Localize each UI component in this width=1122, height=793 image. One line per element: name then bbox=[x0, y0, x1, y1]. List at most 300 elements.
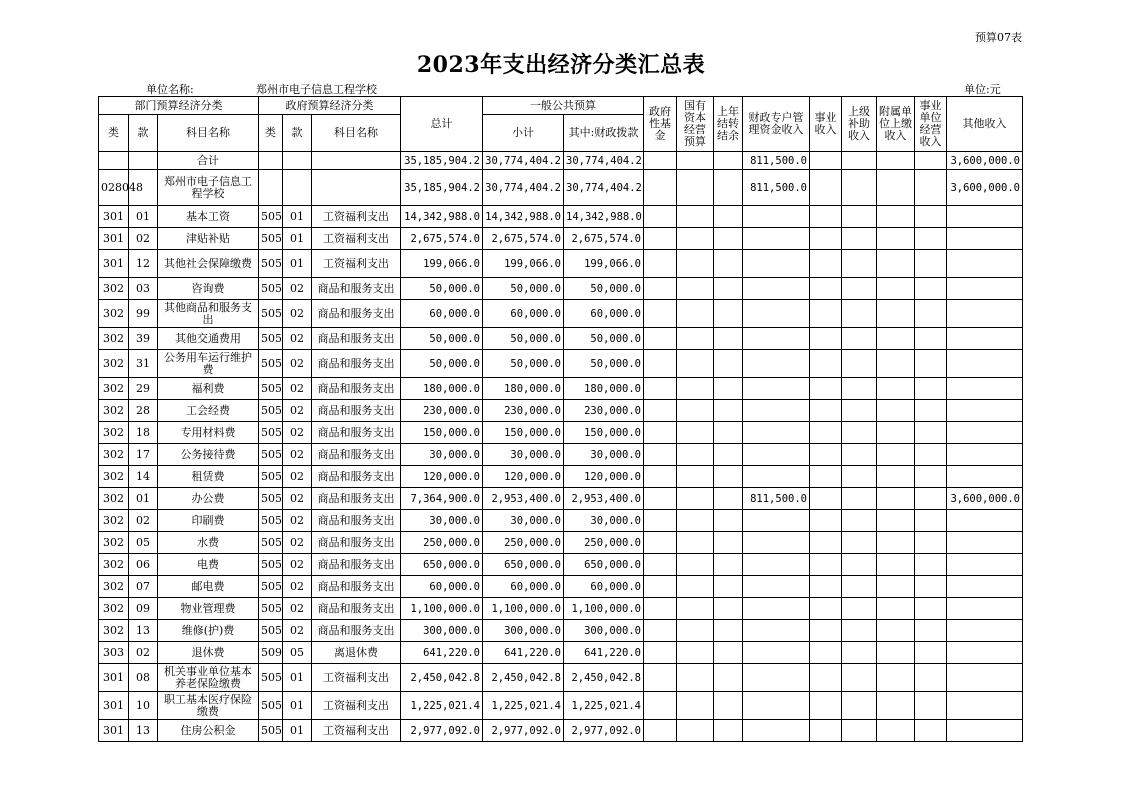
dept-kuan-cell: 02 bbox=[129, 510, 158, 532]
special-account-cell bbox=[743, 720, 810, 742]
state-capital-cell bbox=[677, 278, 714, 300]
gov-fund-cell bbox=[644, 620, 677, 642]
superior-subsidy-cell bbox=[842, 532, 877, 554]
fiscal-allocation-cell: 650,000.0 bbox=[564, 554, 644, 576]
gov-fund-cell bbox=[644, 250, 677, 278]
state-capital-cell bbox=[677, 510, 714, 532]
dept-lei-cell bbox=[99, 152, 129, 170]
total-cell: 1,100,000.0 bbox=[401, 598, 483, 620]
business-operation-header: 事业单位经营收入 bbox=[915, 97, 947, 152]
other-income-cell bbox=[947, 466, 1023, 488]
other-income-cell: 3,600,000.0 bbox=[947, 152, 1023, 170]
superior-subsidy-cell bbox=[842, 400, 877, 422]
gov-kuan-cell bbox=[283, 152, 312, 170]
state-capital-cell bbox=[677, 170, 714, 206]
business-income-cell bbox=[810, 692, 842, 720]
prev-year-cell bbox=[714, 278, 743, 300]
business-income-cell bbox=[810, 378, 842, 400]
special-account-cell bbox=[743, 642, 810, 664]
dept-kuan-cell: 18 bbox=[129, 422, 158, 444]
fiscal-allocation-header: 其中:财政拨款 bbox=[564, 115, 644, 152]
fiscal-allocation-cell: 2,953,400.0 bbox=[564, 488, 644, 510]
gov-kuan-cell: 01 bbox=[283, 720, 312, 742]
state-capital-cell bbox=[677, 444, 714, 466]
gov-fund-cell bbox=[644, 664, 677, 692]
subtotal-header: 小计 bbox=[483, 115, 564, 152]
total-cell: 650,000.0 bbox=[401, 554, 483, 576]
subtotal-cell: 2,675,574.0 bbox=[483, 228, 564, 250]
dept-subject-name-cell: 其他交通费用 bbox=[158, 328, 259, 350]
business-operation-cell bbox=[915, 444, 947, 466]
gov-subject-name-header: 科目名称 bbox=[312, 115, 401, 152]
gov-lei-cell: 505 bbox=[259, 278, 283, 300]
fiscal-allocation-cell: 250,000.0 bbox=[564, 532, 644, 554]
special-account-cell bbox=[743, 444, 810, 466]
special-account-cell bbox=[743, 422, 810, 444]
total-cell: 150,000.0 bbox=[401, 422, 483, 444]
total-header: 总计 bbox=[401, 97, 483, 152]
gov-kuan-cell: 02 bbox=[283, 510, 312, 532]
other-income-cell bbox=[947, 510, 1023, 532]
special-account-cell bbox=[743, 466, 810, 488]
total-cell: 14,342,988.0 bbox=[401, 206, 483, 228]
superior-subsidy-cell bbox=[842, 642, 877, 664]
gov-fund-cell bbox=[644, 554, 677, 576]
subtotal-cell: 230,000.0 bbox=[483, 400, 564, 422]
dept-lei-cell: 301 bbox=[99, 206, 129, 228]
total-cell: 50,000.0 bbox=[401, 328, 483, 350]
special-account-cell bbox=[743, 328, 810, 350]
table-row bbox=[99, 170, 1023, 206]
subtotal-cell: 60,000.0 bbox=[483, 300, 564, 328]
state-capital-cell bbox=[677, 400, 714, 422]
affiliated-unit-header: 附属单位上缴收入 bbox=[877, 97, 915, 152]
special-account-cell bbox=[743, 576, 810, 598]
dept-subject-name-cell: 郑州市电子信息工程学校 bbox=[158, 170, 259, 206]
business-income-cell bbox=[810, 510, 842, 532]
total-cell: 641,220.0 bbox=[401, 642, 483, 664]
business-income-header: 事业收入 bbox=[810, 97, 842, 152]
business-operation-cell bbox=[915, 664, 947, 692]
dept-lei-cell: 028048 bbox=[99, 170, 129, 206]
gov-subject-name-cell: 工资福利支出 bbox=[312, 228, 401, 250]
dept-lei-cell: 302 bbox=[99, 488, 129, 510]
gov-kuan-cell: 01 bbox=[283, 692, 312, 720]
table-row bbox=[99, 532, 1023, 554]
dept-kuan-cell bbox=[129, 152, 158, 170]
business-operation-cell bbox=[915, 300, 947, 328]
fiscal-allocation-cell: 60,000.0 bbox=[564, 300, 644, 328]
subtotal-cell: 180,000.0 bbox=[483, 378, 564, 400]
dept-kuan-cell: 02 bbox=[129, 642, 158, 664]
superior-subsidy-cell bbox=[842, 328, 877, 350]
gov-lei-cell: 505 bbox=[259, 378, 283, 400]
prev-year-cell bbox=[714, 170, 743, 206]
affiliated-unit-cell bbox=[877, 422, 915, 444]
unit-name-label: 单位名称: bbox=[146, 83, 194, 96]
gov-kuan-cell: 02 bbox=[283, 620, 312, 642]
gov-subject-name-cell: 商品和服务支出 bbox=[312, 554, 401, 576]
gov-lei-cell: 505 bbox=[259, 664, 283, 692]
dept-subject-name-cell: 津贴补贴 bbox=[158, 228, 259, 250]
dept-lei-header: 类 bbox=[99, 115, 129, 152]
superior-subsidy-cell bbox=[842, 554, 877, 576]
table-row bbox=[99, 576, 1023, 598]
total-cell: 180,000.0 bbox=[401, 378, 483, 400]
gov-kuan-cell: 02 bbox=[283, 422, 312, 444]
table-row bbox=[99, 250, 1023, 278]
total-cell: 2,675,574.0 bbox=[401, 228, 483, 250]
gov-subject-name-cell: 工资福利支出 bbox=[312, 250, 401, 278]
prev-year-cell bbox=[714, 350, 743, 378]
fiscal-allocation-cell: 230,000.0 bbox=[564, 400, 644, 422]
state-capital-cell bbox=[677, 466, 714, 488]
business-income-cell bbox=[810, 576, 842, 598]
superior-subsidy-header: 上级补助收入 bbox=[842, 97, 877, 152]
other-income-cell bbox=[947, 576, 1023, 598]
other-income-cell bbox=[947, 206, 1023, 228]
gov-fund-cell bbox=[644, 228, 677, 250]
gov-fund-cell bbox=[644, 444, 677, 466]
fiscal-allocation-cell: 1,225,021.4 bbox=[564, 692, 644, 720]
gov-lei-cell: 505 bbox=[259, 400, 283, 422]
gov-kuan-cell: 02 bbox=[283, 532, 312, 554]
business-operation-cell bbox=[915, 170, 947, 206]
superior-subsidy-cell bbox=[842, 250, 877, 278]
business-operation-cell bbox=[915, 228, 947, 250]
other-income-cell bbox=[947, 228, 1023, 250]
dept-lei-cell: 301 bbox=[99, 228, 129, 250]
gov-subject-name-cell: 商品和服务支出 bbox=[312, 278, 401, 300]
fiscal-allocation-cell: 50,000.0 bbox=[564, 328, 644, 350]
superior-subsidy-cell bbox=[842, 378, 877, 400]
prev-year-header: 上年结转结余 bbox=[714, 97, 743, 152]
fiscal-allocation-cell: 14,342,988.0 bbox=[564, 206, 644, 228]
gov-kuan-cell: 05 bbox=[283, 642, 312, 664]
dept-econ-class-header: 部门预算经济分类 bbox=[99, 97, 259, 115]
special-account-cell: 811,500.0 bbox=[743, 152, 810, 170]
prev-year-cell bbox=[714, 692, 743, 720]
gov-kuan-cell: 02 bbox=[283, 444, 312, 466]
gov-subject-name-cell: 商品和服务支出 bbox=[312, 532, 401, 554]
special-account-cell: 811,500.0 bbox=[743, 170, 810, 206]
total-cell: 230,000.0 bbox=[401, 400, 483, 422]
prev-year-cell bbox=[714, 206, 743, 228]
dept-subject-name-header: 科目名称 bbox=[158, 115, 259, 152]
superior-subsidy-cell bbox=[842, 466, 877, 488]
dept-kuan-cell: 03 bbox=[129, 278, 158, 300]
subtotal-cell: 2,953,400.0 bbox=[483, 488, 564, 510]
prev-year-cell bbox=[714, 300, 743, 328]
dept-kuan-cell: 12 bbox=[129, 250, 158, 278]
gov-lei-cell: 505 bbox=[259, 444, 283, 466]
total-cell: 30,000.0 bbox=[401, 510, 483, 532]
dept-kuan-cell: 01 bbox=[129, 488, 158, 510]
special-account-cell bbox=[743, 620, 810, 642]
prev-year-cell bbox=[714, 664, 743, 692]
affiliated-unit-cell bbox=[877, 444, 915, 466]
dept-subject-name-cell: 租赁费 bbox=[158, 466, 259, 488]
state-capital-cell bbox=[677, 642, 714, 664]
gov-lei-cell: 505 bbox=[259, 300, 283, 328]
business-income-cell bbox=[810, 206, 842, 228]
gov-lei-cell: 505 bbox=[259, 350, 283, 378]
other-income-cell bbox=[947, 532, 1023, 554]
other-income-cell bbox=[947, 278, 1023, 300]
gov-subject-name-cell: 离退休费 bbox=[312, 642, 401, 664]
dept-kuan-cell: 02 bbox=[129, 228, 158, 250]
business-income-cell bbox=[810, 554, 842, 576]
table-row bbox=[99, 300, 1023, 328]
general-budget-header: 一般公共预算 bbox=[483, 97, 644, 115]
gov-lei-header: 类 bbox=[259, 115, 283, 152]
subtotal-cell: 120,000.0 bbox=[483, 466, 564, 488]
gov-fund-cell bbox=[644, 422, 677, 444]
other-income-cell bbox=[947, 642, 1023, 664]
other-income-cell bbox=[947, 692, 1023, 720]
other-income-cell bbox=[947, 378, 1023, 400]
gov-lei-cell: 509 bbox=[259, 642, 283, 664]
gov-kuan-cell: 02 bbox=[283, 378, 312, 400]
fiscal-allocation-cell: 1,100,000.0 bbox=[564, 598, 644, 620]
total-cell: 199,066.0 bbox=[401, 250, 483, 278]
subtotal-cell: 641,220.0 bbox=[483, 642, 564, 664]
dept-lei-cell: 302 bbox=[99, 576, 129, 598]
gov-lei-cell: 505 bbox=[259, 466, 283, 488]
special-account-cell bbox=[743, 400, 810, 422]
page-title: 2023年支出经济分类汇总表 bbox=[416, 52, 706, 78]
business-income-cell bbox=[810, 598, 842, 620]
state-capital-cell bbox=[677, 488, 714, 510]
dept-kuan-cell: 14 bbox=[129, 466, 158, 488]
gov-lei-cell: 505 bbox=[259, 598, 283, 620]
gov-subject-name-cell: 工资福利支出 bbox=[312, 692, 401, 720]
dept-subject-name-cell: 印刷费 bbox=[158, 510, 259, 532]
gov-kuan-cell: 02 bbox=[283, 554, 312, 576]
gov-kuan-cell: 02 bbox=[283, 576, 312, 598]
affiliated-unit-cell bbox=[877, 554, 915, 576]
gov-fund-cell bbox=[644, 400, 677, 422]
table-row bbox=[99, 642, 1023, 664]
gov-subject-name-cell: 商品和服务支出 bbox=[312, 350, 401, 378]
prev-year-cell bbox=[714, 152, 743, 170]
total-cell: 60,000.0 bbox=[401, 300, 483, 328]
gov-lei-cell: 505 bbox=[259, 532, 283, 554]
subtotal-cell: 30,774,404.2 bbox=[483, 170, 564, 206]
state-capital-cell bbox=[677, 620, 714, 642]
special-account-cell bbox=[743, 510, 810, 532]
other-income-header: 其他收入 bbox=[947, 97, 1023, 152]
prev-year-cell bbox=[714, 510, 743, 532]
table-row bbox=[99, 466, 1023, 488]
table-row bbox=[99, 206, 1023, 228]
business-operation-cell bbox=[915, 466, 947, 488]
total-cell: 2,977,092.0 bbox=[401, 720, 483, 742]
other-income-cell bbox=[947, 720, 1023, 742]
dept-subject-name-cell: 机关事业单位基本养老保险缴费 bbox=[158, 664, 259, 692]
gov-kuan-header: 款 bbox=[283, 115, 312, 152]
table-header bbox=[99, 97, 1023, 152]
dept-lei-cell: 302 bbox=[99, 510, 129, 532]
prev-year-cell bbox=[714, 576, 743, 598]
business-operation-cell bbox=[915, 510, 947, 532]
dept-kuan-cell: 13 bbox=[129, 720, 158, 742]
special-account-cell bbox=[743, 598, 810, 620]
subtotal-cell: 1,100,000.0 bbox=[483, 598, 564, 620]
dept-subject-name-cell: 公务接待费 bbox=[158, 444, 259, 466]
gov-subject-name-cell: 工资福利支出 bbox=[312, 206, 401, 228]
affiliated-unit-cell bbox=[877, 278, 915, 300]
business-income-cell bbox=[810, 350, 842, 378]
dept-kuan-cell: 06 bbox=[129, 554, 158, 576]
business-operation-cell bbox=[915, 488, 947, 510]
business-income-cell bbox=[810, 620, 842, 642]
dept-lei-cell: 302 bbox=[99, 328, 129, 350]
dept-subject-name-cell: 合计 bbox=[158, 152, 259, 170]
subtotal-cell: 30,774,404.2 bbox=[483, 152, 564, 170]
state-capital-cell bbox=[677, 532, 714, 554]
gov-kuan-cell: 02 bbox=[283, 278, 312, 300]
dept-kuan-cell: 13 bbox=[129, 620, 158, 642]
total-cell: 2,450,042.8 bbox=[401, 664, 483, 692]
dept-subject-name-cell: 公务用车运行维护费 bbox=[158, 350, 259, 378]
subtotal-cell: 150,000.0 bbox=[483, 422, 564, 444]
business-income-cell bbox=[810, 444, 842, 466]
special-account-cell bbox=[743, 664, 810, 692]
gov-lei-cell: 505 bbox=[259, 692, 283, 720]
gov-fund-cell bbox=[644, 720, 677, 742]
gov-lei-cell bbox=[259, 170, 283, 206]
state-capital-cell bbox=[677, 228, 714, 250]
gov-fund-cell bbox=[644, 488, 677, 510]
gov-fund-cell bbox=[644, 598, 677, 620]
state-capital-cell bbox=[677, 576, 714, 598]
fiscal-allocation-cell: 199,066.0 bbox=[564, 250, 644, 278]
gov-lei-cell: 505 bbox=[259, 328, 283, 350]
dept-lei-cell: 302 bbox=[99, 620, 129, 642]
gov-subject-name-cell: 商品和服务支出 bbox=[312, 598, 401, 620]
dept-lei-cell: 302 bbox=[99, 278, 129, 300]
affiliated-unit-cell bbox=[877, 620, 915, 642]
affiliated-unit-cell bbox=[877, 152, 915, 170]
prev-year-cell bbox=[714, 598, 743, 620]
dept-subject-name-cell: 办公费 bbox=[158, 488, 259, 510]
superior-subsidy-cell bbox=[842, 422, 877, 444]
affiliated-unit-cell bbox=[877, 250, 915, 278]
dept-subject-name-cell: 其他商品和服务支出 bbox=[158, 300, 259, 328]
gov-fund-header: 政府性基金 bbox=[644, 97, 677, 152]
gov-fund-cell bbox=[644, 152, 677, 170]
other-income-cell: 3,600,000.0 bbox=[947, 170, 1023, 206]
state-capital-cell bbox=[677, 328, 714, 350]
affiliated-unit-cell bbox=[877, 720, 915, 742]
business-operation-cell bbox=[915, 692, 947, 720]
gov-fund-cell bbox=[644, 278, 677, 300]
other-income-cell bbox=[947, 664, 1023, 692]
dept-kuan-cell: 01 bbox=[129, 206, 158, 228]
superior-subsidy-cell bbox=[842, 576, 877, 598]
gov-lei-cell: 505 bbox=[259, 576, 283, 598]
state-capital-cell bbox=[677, 300, 714, 328]
prev-year-cell bbox=[714, 466, 743, 488]
table-row bbox=[99, 598, 1023, 620]
state-capital-cell bbox=[677, 378, 714, 400]
total-cell: 120,000.0 bbox=[401, 466, 483, 488]
dept-subject-name-cell: 咨询费 bbox=[158, 278, 259, 300]
business-income-cell bbox=[810, 532, 842, 554]
business-operation-cell bbox=[915, 400, 947, 422]
gov-lei-cell: 505 bbox=[259, 422, 283, 444]
dept-lei-cell: 302 bbox=[99, 598, 129, 620]
business-operation-cell bbox=[915, 152, 947, 170]
fiscal-allocation-cell: 2,450,042.8 bbox=[564, 664, 644, 692]
prev-year-cell bbox=[714, 422, 743, 444]
dept-subject-name-cell: 物业管理费 bbox=[158, 598, 259, 620]
dept-kuan-cell: 31 bbox=[129, 350, 158, 378]
gov-fund-cell bbox=[644, 170, 677, 206]
gov-subject-name-cell: 商品和服务支出 bbox=[312, 328, 401, 350]
table-row bbox=[99, 554, 1023, 576]
subtotal-cell: 50,000.0 bbox=[483, 328, 564, 350]
dept-subject-name-cell: 专用材料费 bbox=[158, 422, 259, 444]
gov-kuan-cell: 01 bbox=[283, 206, 312, 228]
superior-subsidy-cell bbox=[842, 444, 877, 466]
gov-lei-cell: 505 bbox=[259, 720, 283, 742]
state-capital-cell bbox=[677, 720, 714, 742]
gov-subject-name-cell: 商品和服务支出 bbox=[312, 378, 401, 400]
dept-kuan-cell: 09 bbox=[129, 598, 158, 620]
table-row bbox=[99, 692, 1023, 720]
business-operation-cell bbox=[915, 278, 947, 300]
affiliated-unit-cell bbox=[877, 532, 915, 554]
special-account-cell bbox=[743, 250, 810, 278]
prev-year-cell bbox=[714, 250, 743, 278]
affiliated-unit-cell bbox=[877, 642, 915, 664]
affiliated-unit-cell bbox=[877, 400, 915, 422]
business-operation-cell bbox=[915, 620, 947, 642]
superior-subsidy-cell bbox=[842, 488, 877, 510]
dept-kuan-cell: 17 bbox=[129, 444, 158, 466]
superior-subsidy-cell bbox=[842, 664, 877, 692]
fiscal-allocation-cell: 2,675,574.0 bbox=[564, 228, 644, 250]
business-operation-cell bbox=[915, 554, 947, 576]
expenditure-table bbox=[98, 96, 1023, 742]
dept-subject-name-cell: 邮电费 bbox=[158, 576, 259, 598]
dept-lei-cell: 302 bbox=[99, 554, 129, 576]
other-income-cell bbox=[947, 422, 1023, 444]
other-income-cell bbox=[947, 350, 1023, 378]
state-capital-cell bbox=[677, 422, 714, 444]
state-capital-cell bbox=[677, 206, 714, 228]
table-row bbox=[99, 328, 1023, 350]
superior-subsidy-cell bbox=[842, 152, 877, 170]
gov-kuan-cell: 02 bbox=[283, 598, 312, 620]
dept-lei-cell: 302 bbox=[99, 300, 129, 328]
other-income-cell bbox=[947, 328, 1023, 350]
gov-kuan-cell: 01 bbox=[283, 228, 312, 250]
superior-subsidy-cell bbox=[842, 278, 877, 300]
gov-lei-cell: 505 bbox=[259, 228, 283, 250]
affiliated-unit-cell bbox=[877, 170, 915, 206]
business-operation-cell bbox=[915, 642, 947, 664]
special-account-cell bbox=[743, 300, 810, 328]
dept-lei-cell: 301 bbox=[99, 664, 129, 692]
gov-subject-name-cell: 工资福利支出 bbox=[312, 720, 401, 742]
fiscal-allocation-cell: 300,000.0 bbox=[564, 620, 644, 642]
affiliated-unit-cell bbox=[877, 510, 915, 532]
special-account-header: 财政专户管理资金收入 bbox=[743, 97, 810, 152]
business-income-cell bbox=[810, 152, 842, 170]
